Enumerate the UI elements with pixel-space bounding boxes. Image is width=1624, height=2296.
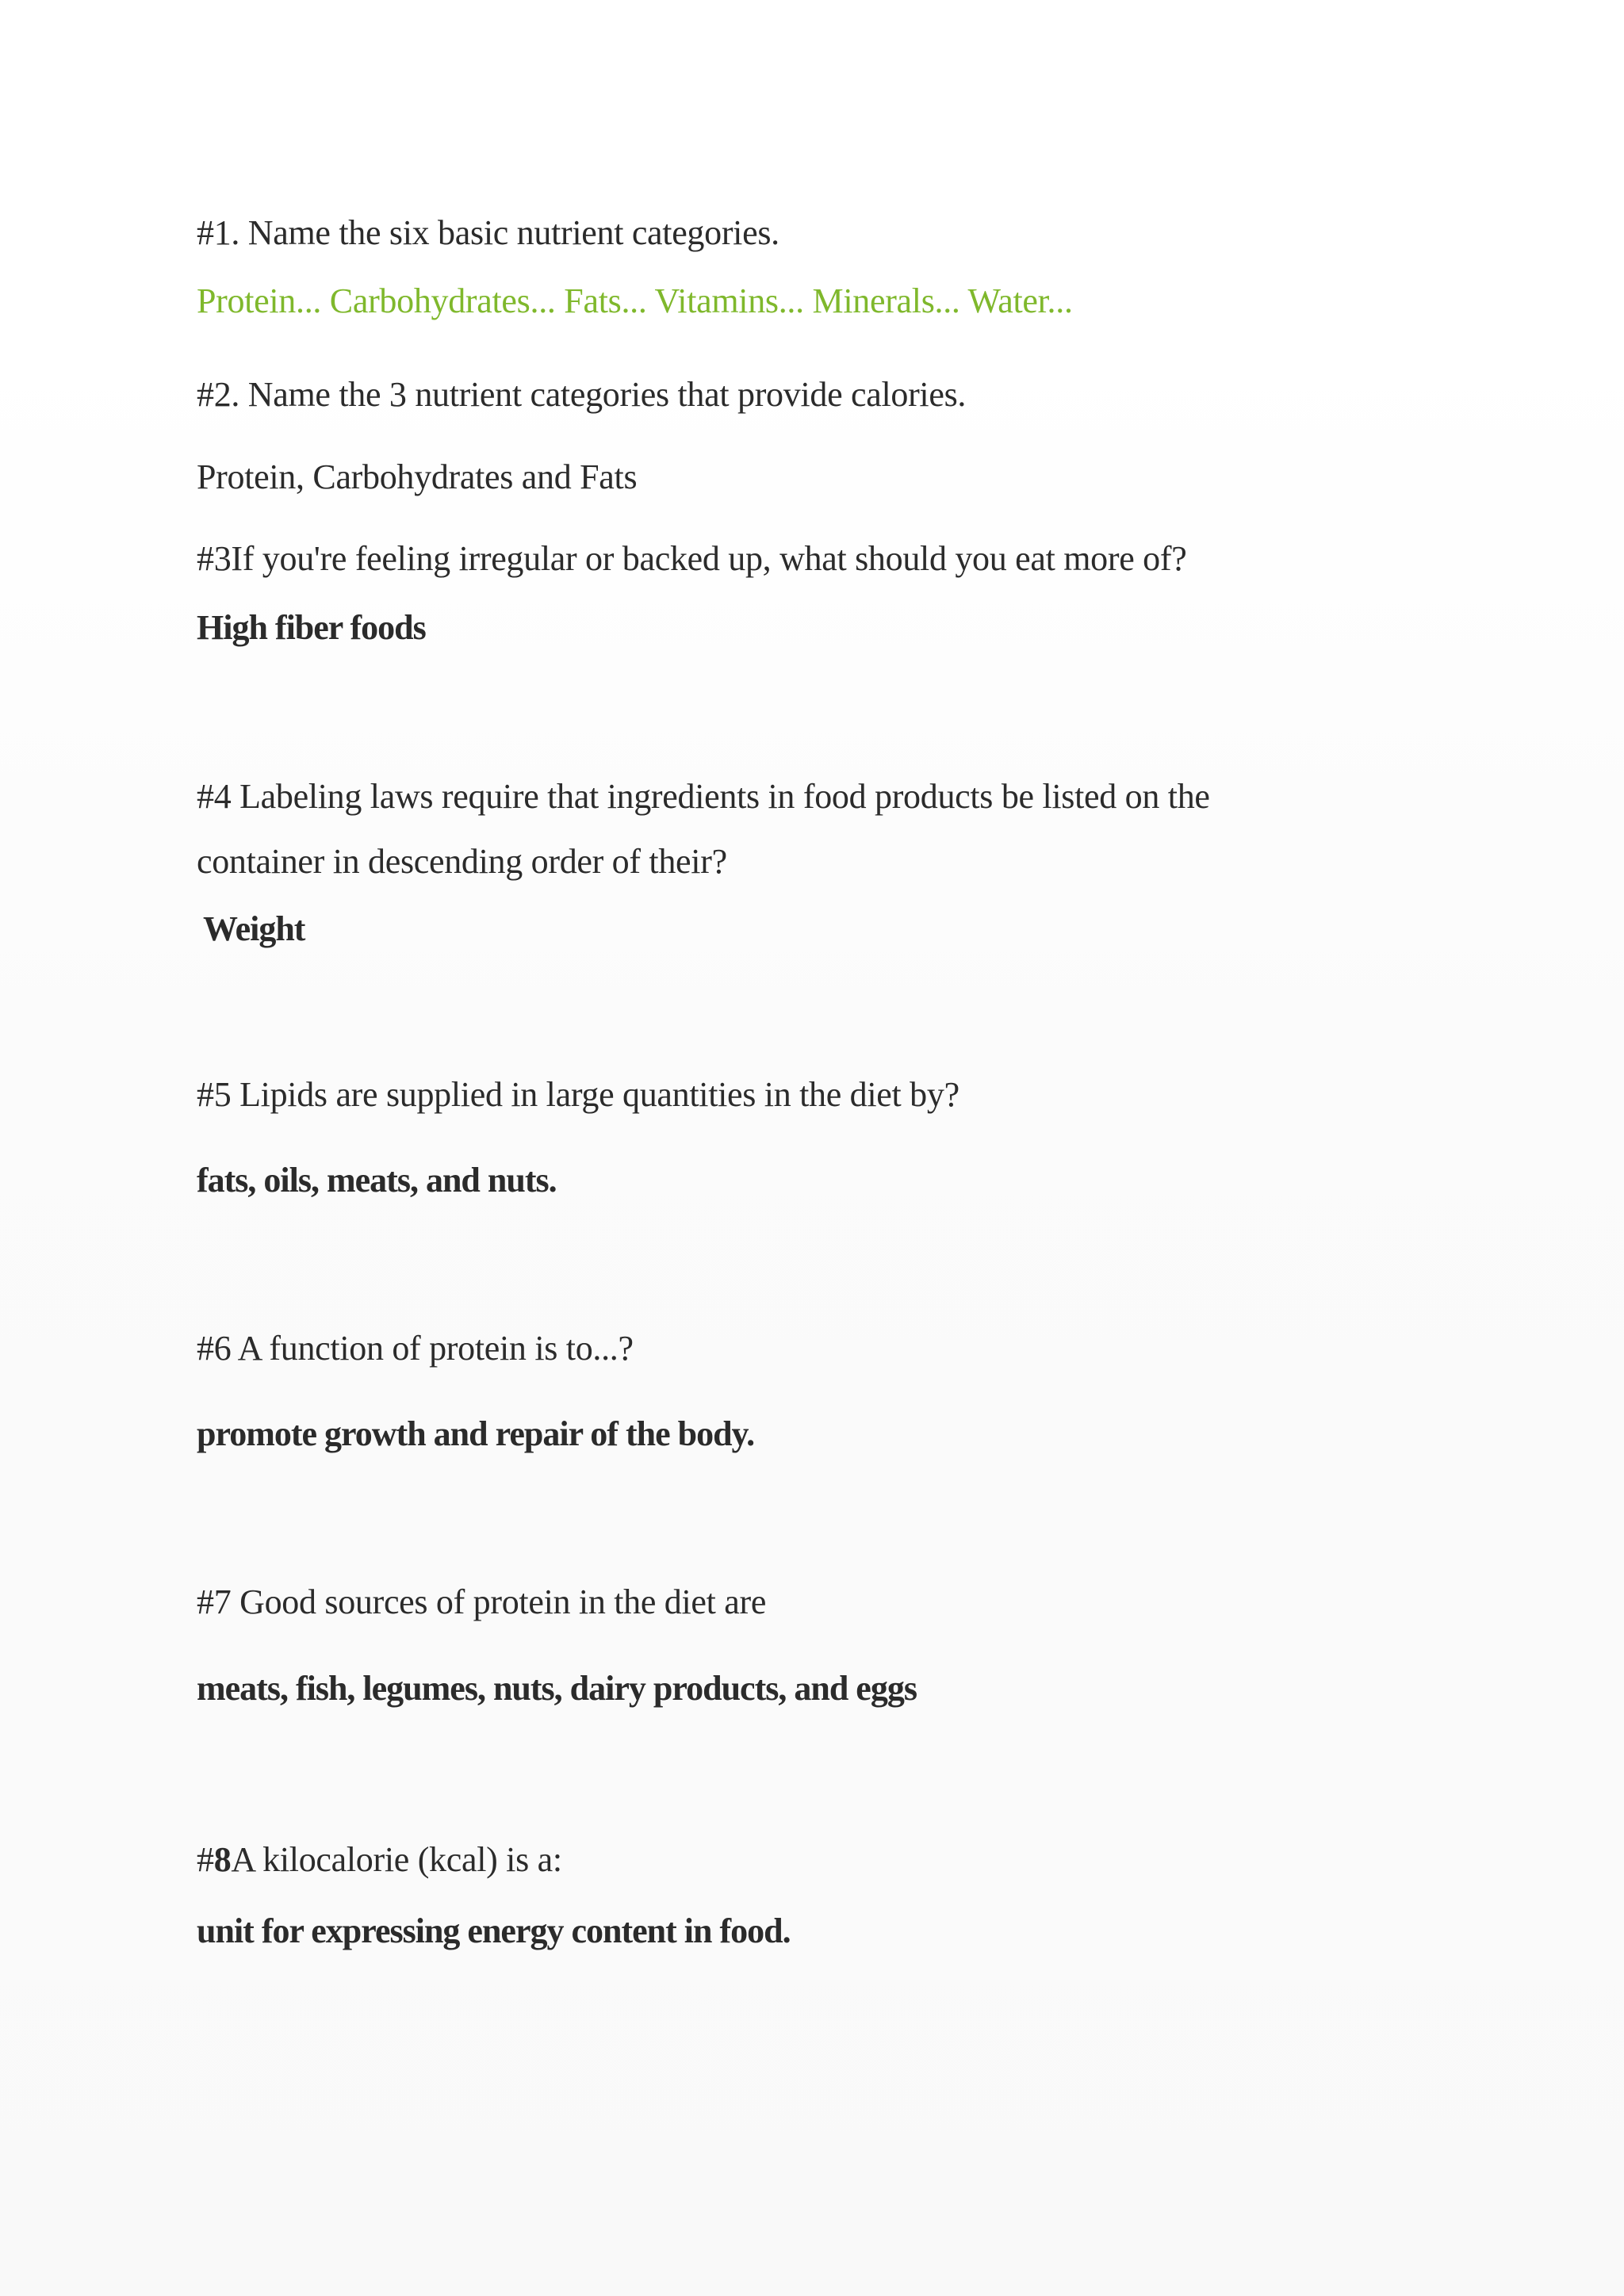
question-5: #5 Lipids are supplied in large quantities in the diet by? <box>197 1075 959 1114</box>
question-4-line-2: container in descending order of their? <box>197 842 727 881</box>
answer-4: Weight <box>203 909 305 948</box>
question-6: #6 A function of protein is to...? <box>197 1329 634 1368</box>
question-8 <box>197 1838 562 1882</box>
answer-5: fats, oils, meats, and nuts. <box>197 1161 557 1200</box>
answer-6: promote growth and repair of the body. <box>197 1414 755 1453</box>
question-2: #2. Name the 3 nutrient categories that provide calories. <box>197 375 967 414</box>
question-8-prefix: # <box>197 1840 214 1879</box>
question-4-line-1: #4 Labeling laws require that ingredients in food products be listed on the <box>197 777 1210 816</box>
question-1: #1. Name the six basic nutrient categories. <box>197 213 779 252</box>
answer-2: Protein, Carbohydrates and Fats <box>197 457 638 496</box>
question-7: #7 Good sources of protein in the diet are <box>197 1582 767 1621</box>
answer-8: unit for expressing energy content in food. <box>197 1911 791 1950</box>
question-3: #3If you're feeling irregular or backed up, what should you eat more of? <box>197 539 1187 578</box>
answer-1: Protein... Carbohydrates... Fats... Vitamins... Minerals... Water... <box>197 281 1073 320</box>
answer-3: High fiber foods <box>197 608 426 647</box>
question-8-text: A kilocalorie (kcal) is a: <box>231 1840 562 1879</box>
answer-7: meats, fish, legumes, nuts, dairy products, and eggs <box>197 1669 917 1708</box>
question-8-number: 8 <box>213 1840 232 1879</box>
